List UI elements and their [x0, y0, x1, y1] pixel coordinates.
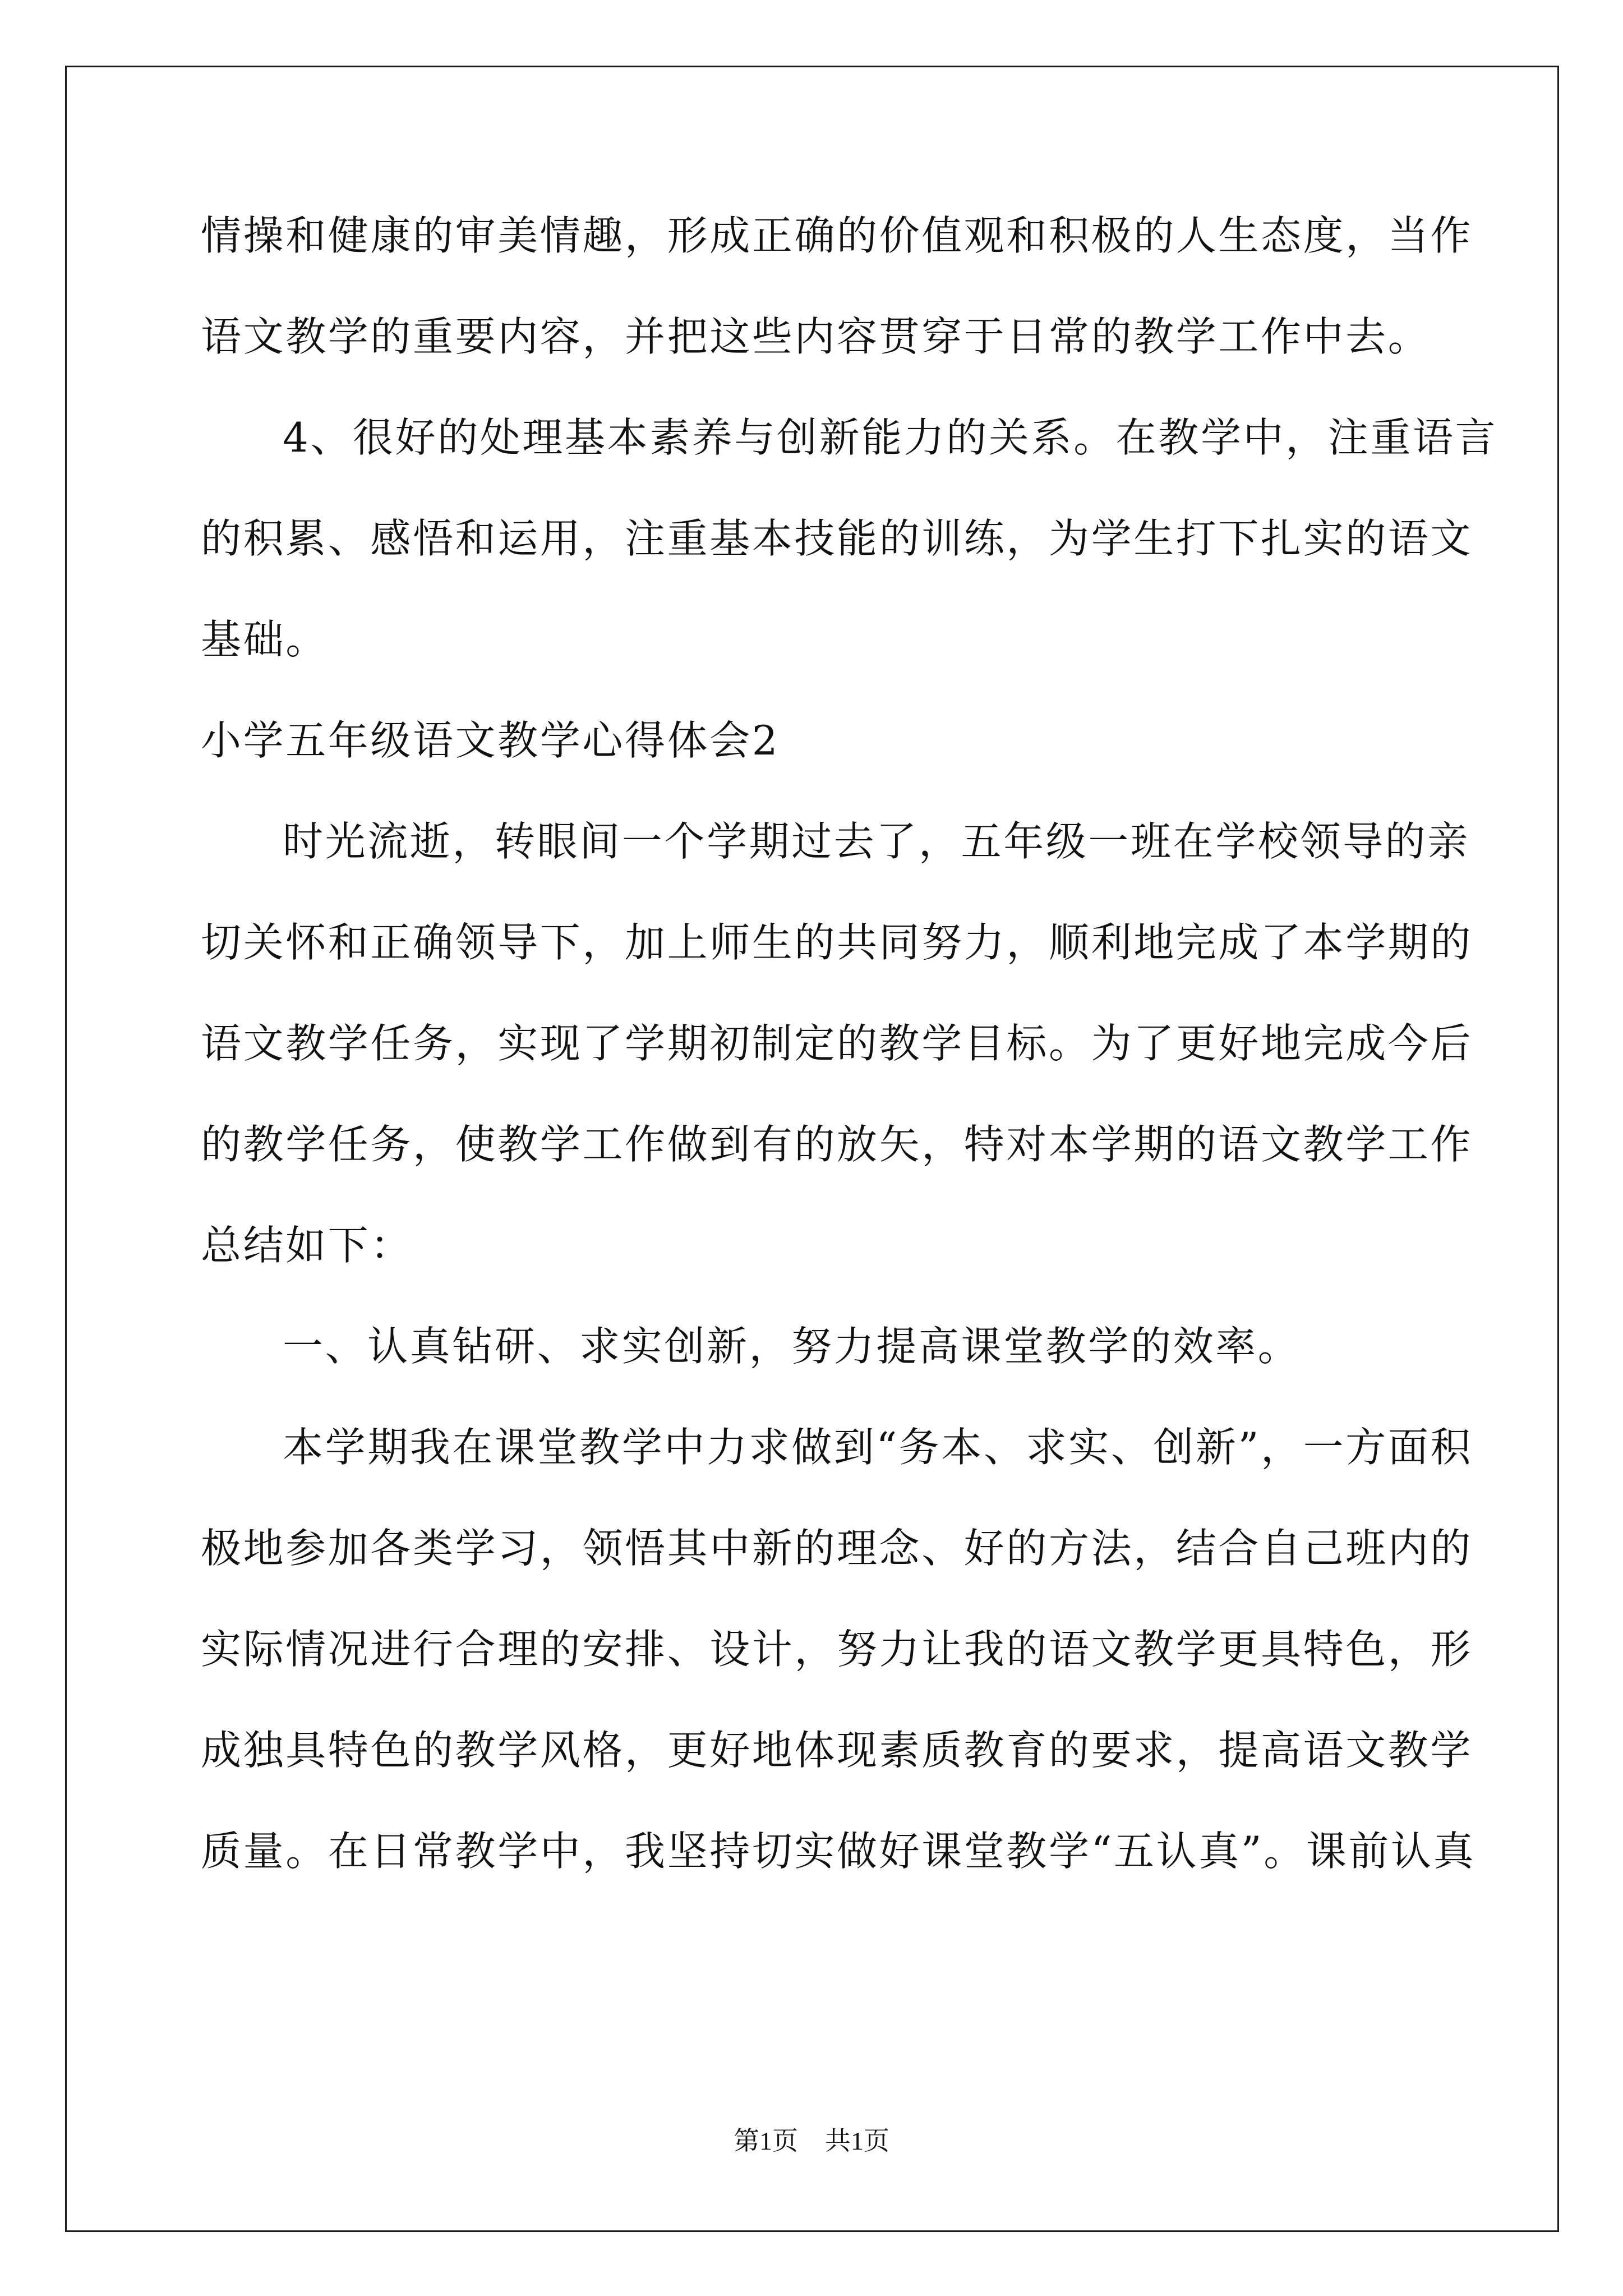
page-number: 第1页	[734, 2127, 798, 2155]
text-line: 切关怀和正确领导下，加上师生的共同努力，顺利地完成了本学期的	[201, 919, 1473, 966]
text-line: 成独具特色的教学风格，更好地体现素质教育的要求，提高语文教学	[201, 1727, 1473, 1774]
text-line: 本学期我在课堂教学中力求做到“务本、求实、创新”，一方面积	[283, 1424, 1473, 1471]
paragraph	[201, 813, 1473, 1273]
text-line: 质量。在日常教学中，我坚持切实做好课堂教学“五认真”。课前认真	[201, 1828, 1476, 1875]
paragraph	[201, 1318, 1429, 1374]
text-line: 的积累、感悟和运用，注重基本技能的训练，为学生打下扎实的语文	[201, 515, 1473, 562]
section-heading	[201, 712, 1429, 769]
text-line: 一、认真钻研、求实创新，努力提高课堂教学的效率。	[283, 1323, 1301, 1370]
text-line: 的教学任务，使教学工作做到有的放矢，特对本学期的语文教学工作	[201, 1121, 1473, 1168]
heading-line: 小学五年级语文教学心得体会2	[201, 717, 780, 764]
page-total: 共1页	[825, 2127, 889, 2155]
text-line: 4、很好的处理基本素养与创新能力的关系。在教学中，注重语言	[283, 414, 1498, 461]
paragraph	[201, 409, 1498, 668]
text-line: 时光流逝，转眼间一个学期过去了，五年级一班在学校领导的亲	[283, 818, 1470, 865]
text-line: 情操和健康的审美情趣，形成正确的价值观和积极的人生态度，当作	[201, 212, 1473, 259]
page-footer	[0, 2124, 1623, 2158]
text-line: 基础。	[201, 616, 328, 663]
document-body	[201, 208, 1498, 1879]
paragraph	[201, 1419, 1476, 1879]
paragraph	[201, 208, 1473, 365]
text-line: 极地参加各类学习，领悟其中新的理念、好的方法，结合自己班内的	[201, 1525, 1473, 1572]
text-line: 语文教学的重要内容，并把这些内容贯穿于日常的教学工作中去。	[201, 313, 1431, 360]
text-line: 语文教学任务，实现了学期初制定的教学目标。为了更好地完成今后	[201, 1020, 1473, 1067]
text-line: 实际情况进行合理的安排、设计，努力让我的语文教学更具特色，形	[201, 1626, 1473, 1673]
text-line: 总结如下：	[201, 1222, 413, 1269]
